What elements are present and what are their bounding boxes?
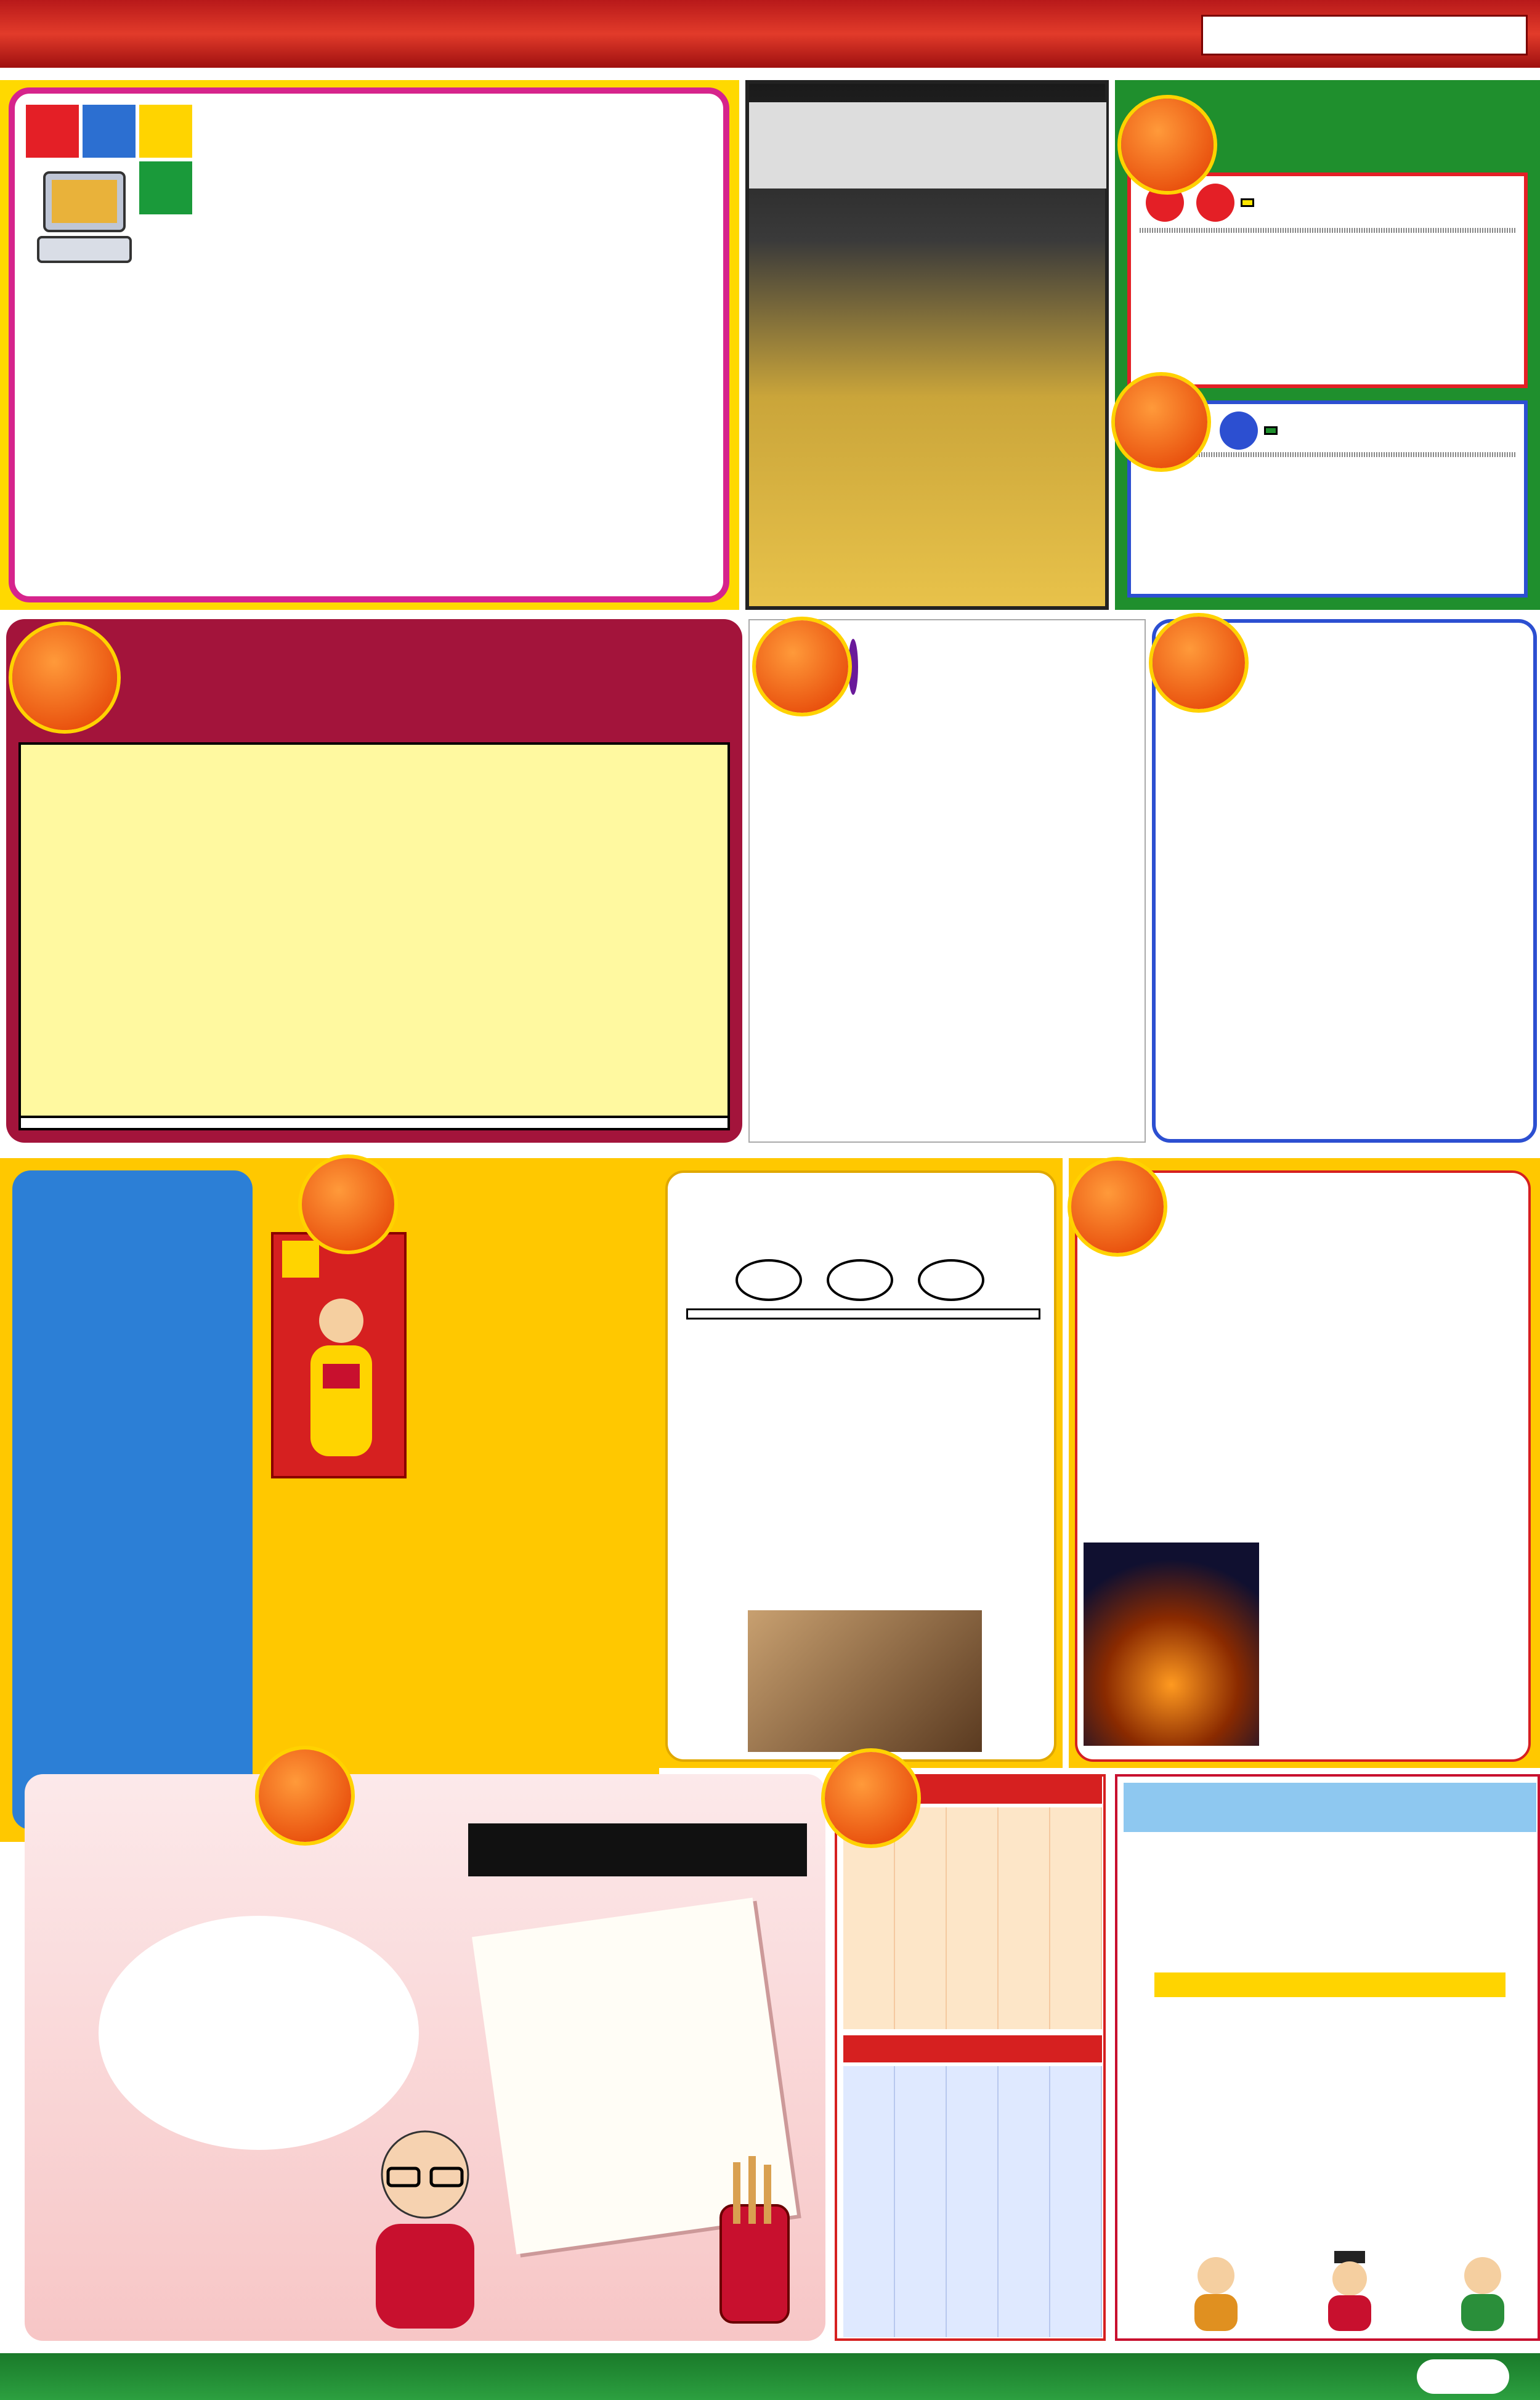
yinyang-row <box>736 1259 984 1301</box>
machine-tag <box>1071 1161 1164 1253</box>
fortune-sticks-icon <box>702 2156 807 2329</box>
email-text <box>27 105 711 280</box>
email-panel <box>9 87 729 602</box>
tongming-lq <box>468 1823 807 1876</box>
gambler-tag <box>756 620 848 713</box>
qiqi-title <box>1124 1783 1536 1832</box>
footer-edition <box>1417 2359 1509 2394</box>
sudoku-panel <box>12 1170 253 1830</box>
bigsmall-couplet <box>686 1308 1040 1320</box>
immortal-heads1 <box>905 1777 1102 1804</box>
insider-tag <box>1153 617 1245 709</box>
footer-bar <box>0 2353 1540 2400</box>
machine-section <box>1069 1158 1540 1768</box>
gambling-king-summary <box>21 1116 727 1128</box>
insider-section <box>1152 619 1537 1143</box>
rows1-row <box>1140 232 1515 233</box>
gambling-king-tag <box>12 625 117 730</box>
header-bar <box>0 0 1540 68</box>
calendar-image <box>271 1232 407 1478</box>
yy-1 <box>736 1259 802 1301</box>
qian-head2 <box>486 1911 742 1947</box>
lottery-news-section <box>1115 80 1540 610</box>
divination-photo <box>748 1610 982 1752</box>
date-box <box>1201 15 1528 55</box>
immortal-grid-2 <box>843 2066 1102 2337</box>
gambler-diary-section <box>748 619 1146 1143</box>
bigsmall-section <box>659 1158 1063 1768</box>
lottery-tag-2 <box>1115 376 1207 468</box>
gambling-king-section <box>6 619 742 1143</box>
speech-bubble <box>99 1916 419 2150</box>
te2-n2 <box>1196 184 1234 222</box>
qiqi-table-title <box>1154 1972 1506 1997</box>
immortal-heads2 <box>843 2035 1102 2062</box>
machine-photo <box>1084 1543 1259 1746</box>
qian-head <box>486 1911 742 1947</box>
qiqi-section <box>1115 1774 1540 2341</box>
spirit-title <box>749 102 1106 189</box>
wealth-section <box>259 1158 659 1842</box>
qiqi-gods <box>1130 2245 1530 2337</box>
lottery-tag-1 <box>1121 99 1214 191</box>
immortal-section <box>835 1774 1106 2341</box>
lottery-panel-1 <box>1127 172 1528 388</box>
gambler-title-a <box>848 639 858 695</box>
immortal-icon <box>1455 2251 1510 2331</box>
fortune-god-icon <box>292 1290 391 1469</box>
immortal-tag <box>825 1752 917 1844</box>
yy-3 <box>918 1259 984 1301</box>
email-section <box>0 80 739 610</box>
bigsmall-panel <box>665 1170 1056 1762</box>
te2-box <box>1241 198 1254 207</box>
tongming-section <box>25 1774 825 2341</box>
te3-n <box>1220 411 1258 450</box>
gambling-king-panel <box>18 742 730 1130</box>
king-icon <box>1322 2251 1377 2331</box>
yy-2 <box>827 1259 893 1301</box>
wealth-tag <box>302 1158 394 1251</box>
fortune-teller-icon <box>345 2119 505 2329</box>
gambler-title <box>848 639 858 695</box>
calendar-brand <box>282 1241 319 1278</box>
spirit-section <box>745 80 1109 610</box>
rows2-row <box>1140 456 1515 457</box>
machine-panel <box>1075 1170 1531 1762</box>
te2-line <box>1140 181 1515 224</box>
qian-body <box>487 1918 743 1953</box>
sudoku-section <box>0 1158 259 1842</box>
buddha-icon <box>1188 2251 1244 2331</box>
te3-box <box>1264 426 1278 435</box>
tongming-tag <box>259 1749 351 1842</box>
